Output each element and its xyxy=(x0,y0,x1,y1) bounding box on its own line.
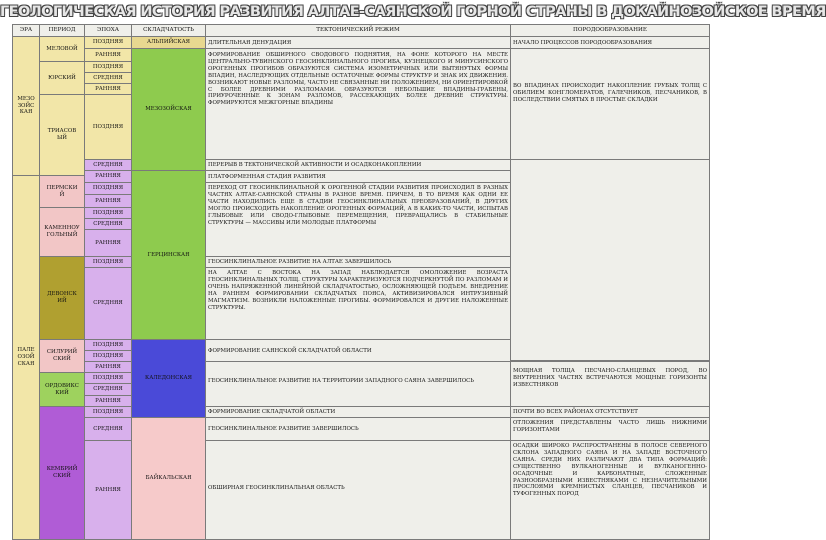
epoch-ordovician-early: РАННЯЯ xyxy=(84,395,132,407)
epoch-jurassic-late: ПОЗДНЯЯ xyxy=(84,61,132,73)
regime-fold-area-formation: ФОРМИРОВАНИЕ СКЛАДЧАТОЙ ОБЛАСТИ xyxy=(205,406,511,418)
folding-hercynian: ГЕРЦИНСКАЯ xyxy=(131,170,206,340)
epoch-triassic-late: ПОЗДНЯЯ xyxy=(84,94,132,160)
regime-sayan-formation: ФОРМИРОВАНИЕ САЯНСКОЙ СКЛАДЧАТОЙ ОБЛАСТИ xyxy=(205,339,511,362)
period-permian: ПЕРМСКИЙ xyxy=(39,175,85,208)
regime-denudation: ДЛИТЕЛЬНАЯ ДЕНУДАЦИЯ xyxy=(205,36,511,49)
period-silurian: СИЛУРИЙСКИЙ xyxy=(39,339,85,373)
epoch-carboniferous-late: ПОЗДНЯЯ xyxy=(84,207,132,219)
epoch-devonian-middle: СРЕДНЯЯ xyxy=(84,267,132,340)
period-jurassic: ЮРСКИЙ xyxy=(39,61,85,95)
epoch-cretaceous-late: ПОЗДНЯЯ xyxy=(84,36,132,49)
epoch-permian-early: РАННЯЯ xyxy=(84,194,132,208)
period-ordovician: ОРДОВИКСКИЙ xyxy=(39,372,85,407)
regime-geosyncline-area: ОБШИРНАЯ ГЕОСИНКЛИНАЛЬНАЯ ОБЛАСТЬ xyxy=(205,440,511,540)
rocks-start: НАЧАЛО ПРОЦЕССОВ ПОРОДООБРАЗОВАНИЯ xyxy=(510,36,710,49)
rocks-empty-block xyxy=(510,159,710,361)
folding-alpine: АЛЬПИЙСКАЯ xyxy=(131,36,206,49)
folding-caledonian: КАЛЕДОНСКАЯ xyxy=(131,339,206,418)
epoch-triassic-middle: СРЕДНЯЯ xyxy=(84,159,132,171)
period-cretaceous: МЕЛОВОЙ xyxy=(39,36,85,62)
regime-orogenic-transition: ПЕРЕХОД ОТ ГЕОСИНКЛИНАЛЬНОЙ К ОРОГЕННОЙ СТАДИИ РАЗВИТИЯ ПРОИСХОДИЛ В РАЗНЫХ ЧАСТЯХ АЛТАЕ-САЯНСКОЙ СТРАНЫ В РАЗНОЕ ВРЕМЯ. ПРИЧЕМ, В ТО ВРЕМЯ КАК ОДНИ ЕЕ ЧАСТИ НАХОДИЛИСЬ ЕЩЕ В СТАДИИ ГЕОСИНКЛИНАЛЬНЫХ ПРЕОБРАЗОВАНИЙ, В ДРУГИХ МОГЛО ПРОИСХОДИТЬ НАКОПЛЕНИЕ ОРОГЕННЫХ ФОРМАЦИЙ, А В КАКИХ-ТО ЧАСТИ, ИСПЫТАВ ГЛЫБОВЫЕ ИЛИ СВОДО-ГЛЫБОВЫЕ ПЕРЕМЕЩЕНИЯ, ПРЕВРАЩАЛИСЬ В СТАБИЛЬНЫЕ СТРУКТУРЫ — МАССИВЫ ИЛИ МОЛОДЫЕ ПЛАТФОРМЫ xyxy=(205,182,511,257)
header-epoch: ЭПОХА xyxy=(84,24,132,37)
epoch-triassic-early: РАННЯЯ xyxy=(84,170,132,183)
header-era: ЭРА xyxy=(12,24,40,37)
epoch-permian-late: ПОЗДНЯЯ xyxy=(84,182,132,195)
rocks-sandy-shale: МОЩНАЯ ТОЛЩА ПЕСЧАНО-СЛАНЦЕВЫХ ПОРОД, ВО ВНУТРЕННИХ ЧАСТЯХ ВСТРЕЧАЮТСЯ МОЩНЫЕ ГОРИЗОНТЫ ИЗВЕСТНЯКОВ xyxy=(510,361,710,407)
epoch-ordovician-late: ПОЗДНЯЯ xyxy=(84,372,132,384)
epoch-cambrian-middle: СРЕДНЯЯ xyxy=(84,417,132,441)
period-devonian: ДЕВОНСКИЙ xyxy=(39,256,85,340)
epoch-cambrian-early: РАННЯЯ xyxy=(84,440,132,540)
rocks-coarse-strata: ВО ВПАДИНАХ ПРОИСХОДИТ НАКОПЛЕНИЕ ГРУБЫХ ТОЛЩ С ОБИЛИЕМ КОНГЛОМЕРАТОВ, ГАЛЕЧНИКОВ, ПЕСЧАНИКОВ, В ПОСЛЕДСТВИИ СМЯТЫХ В ПРОСТЫЕ СКЛАДКИ xyxy=(510,48,710,160)
epoch-jurassic-middle: СРЕДНЯЯ xyxy=(84,72,132,84)
epoch-silurian-middle: ПОЗДНЯЯ xyxy=(84,350,132,362)
regime-geosyncline-completed: ГЕОСИНКЛИНАЛЬНОЕ РАЗВИТИЕ ЗАВЕРШИЛОСЬ xyxy=(205,417,511,441)
period-cambrian: КЕМБРИЙСКИЙ xyxy=(39,406,85,540)
header-regime: ТЕКТОНИЧЕСКИЙ РЕЖИМ xyxy=(205,24,511,37)
rocks-absent: ПОЧТИ ВО ВСЕХ РАЙОНАХ ОТСУТСТВУЕТ xyxy=(510,406,710,418)
header-period: ПЕРИОД xyxy=(39,24,85,37)
epoch-silurian-early: РАННЯЯ xyxy=(84,361,132,373)
rocks-lower-horizons: ОТЛОЖЕНИЯ ПРЕДСТАВЛЕНЫ ЧАСТО ЛИШЬ НИЖНИМИ ГОРИЗОНТАМИ xyxy=(510,417,710,441)
header-folding: СКЛАДЧАТОСТЬ xyxy=(131,24,206,37)
epoch-cambrian-late: ПОЗДНЯЯ xyxy=(84,406,132,418)
rocks-sediments: ОСАДКИ ШИРОКО РАСПРОСТРАНЕНЫ В ПОЛОСЕ СЕВЕРНОГО СКЛОНА ЗАПАДНОГО САЯНА И НА ЗАПАДЕ ВОСТОЧНОГО САЯНА. СРЕДИ НИХ РАЗЛИЧАЮТ ДВА ТИПА ФОРМАЦИЙ: СУЩЕСТВЕННО ВУЛКАНОГЕННЫЕ И ВУЛКАНОГЕННО-ОСАДОЧНЫЕ И КАРБОНАТНЫЕ, СЛОЖЕННЫЕ РАЗНООБРАЗНЫМИ ИЗВЕСТНЯКАМИ С НЕЗНАЧИТЕЛЬНЫМИ ПРОСЛОЯМИ КРЕМНИСТЫХ СЛАНЦЕВ, ПЕСЧАНИКОВ И ТУФОГЕННЫХ ПОРОД xyxy=(510,440,710,540)
regime-altai-rejuvenation: НА АЛТАЕ С ВОСТОКА НА ЗАПАД НАБЛЮДАЕТСЯ ОМОЛОЖЕНИЕ ВОЗРАСТА ГЕОСИНКЛИНАЛЬНЫХ ТОЛЩ. СТРУКТУРЫ ХАРАКТЕРИЗУЮТСЯ ПОДЧЕРКНУТОЙ ПО РАЗЛОМАМ И ОЧЕНЬ НАПРЯЖЕННОЙ ЛИНЕЙНОЙ СКЛАДЧАТОСТЬЮ, ОСЛОЖНЯЮЩЕЙ ПОДЪЕМ. ВНЕДРЕНИЕ НА РАННЕМ ФОРМИРОВАНИИ СКЛАДЧАТЫХ ПОЯСА, АКТИВИЗИРОВАЛСЯ ИНТРУЗИВНЫЙ МАГМАТИЗМ. ВОЗНИКЛИ НАЛОЖЕННЫЕ ПРОГИБЫ. ФОРМИРОВАЛСЯ И ДРУГИЕ НАЛОЖЕННЫЕ СТРУКТУРЫ. xyxy=(205,267,511,340)
folding-baikalian: БАЙКАЛЬСКАЯ xyxy=(131,417,206,540)
regime-tectonic-pause: ПЕРЕРЫВ В ТЕКТОНИЧЕСКОЙ АКТИВНОСТИ И ОСАДКОНАКОПЛЕНИИ xyxy=(205,159,511,171)
epoch-carboniferous-early: РАННЯЯ xyxy=(84,229,132,257)
folding-mesozoic: МЕЗОЗОЙСКАЯ xyxy=(131,48,206,171)
period-carboniferous: КАМЕННОУГОЛЬНЫЙ xyxy=(39,207,85,257)
regime-west-sayan-completed: ГЕОСИНКЛИНАЛЬНОЕ РАЗВИТИЕ НА ТЕРРИТОРИИ ЗАПАДНОГО САЯНА ЗАВЕРШИЛОСЬ xyxy=(205,361,511,407)
regime-platform-stage: ПЛАТФОРМЕННАЯ СТАДИЯ РАЗВИТИЯ xyxy=(205,170,511,183)
page-title: ГЕОЛОГИЧЕСКАЯ ИСТОРИЯ РАЗВИТИЯ АЛТАЕ-САЯНСКОЙ ГОРНОЙ СТРАНЫ В ДОКАЙНОЗОЙСКОЕ ВРЕМЯ xyxy=(0,4,826,20)
epoch-carboniferous-middle: СРЕДНЯЯ xyxy=(84,218,132,230)
epoch-silurian-late: ПОЗДНЯЯ xyxy=(84,339,132,351)
epoch-devonian-late: ПОЗДНЯЯ xyxy=(84,256,132,268)
header-rocks: ПОРОДООБРАЗОВАНИЕ xyxy=(510,24,710,37)
period-triassic: ТРИАСОВЫЙ xyxy=(39,94,85,176)
era-mesozoic: МЕЗОЗОЙСКАЯ xyxy=(12,36,40,176)
epoch-jurassic-early: РАННЯЯ xyxy=(84,83,132,95)
epoch-cretaceous-early: РАННЯЯ xyxy=(84,48,132,62)
epoch-ordovician-middle: СРЕДНЯЯ xyxy=(84,383,132,396)
regime-altai-completed: ГЕОСИНКЛИНАЛЬНОЕ РАЗВИТИЕ НА АЛТАЕ ЗАВЕРШИЛОСЬ xyxy=(205,256,511,268)
regime-dome-uplift: ФОРМИРОВАНИЕ ОБШИРНОГО СВОДОВОГО ПОДНЯТИЯ, НА ФОНЕ КОТОРОГО НА МЕСТЕ ЦЕНТРАЛЬНО-ТУВИНСКОГО ГЕОСИНКЛИНАЛЬНОГО ПРОГИБА, КУЗНЕЦКОГО И МИНУСИНСКОГО ОРОГЕННЫХ ПРОГИБОВ ОБРАЗУЮТСЯ СИСТЕМА ИЗОМЕТРИЧНЫХ ИЛИ ВЫТЯНУТЫХ ФОРМЫ ВПАДИН, НАСЛЕДУЮЩИХ ОТДЕЛЬНЫЕ ОСТАТОЧНЫЕ ФОРМЫ СТРУКТУР И ЗНАК ИХ ДВИЖЕНИЯ. ВОЗНИКАЮТ НОВЫЕ РАЗЛОМЫ, ЧАСТО НЕ СВЯЗАННЫЕ НИ ПОЛОЖЕНИЕМ, НИ ОРИЕНТИРОВКОЙ С БОЛЕЕ ДРЕВНИМИ РАЗЛОМАМИ. ОБРАЗУЮТСЯ НЕБОЛЬШИЕ ВПАДИНЫ-ГРАБЕНЫ, ПРИУРОЧЕННЫЕ К ЗОНАМ РАЗЛОМОВ, РАССЕКАЮЩИХ БОЛЕЕ ДРЕВНИЕ СТРУКТУРЫ. ФОРМИРУЮТСЯ МЕЖГОРНЫЕ ВПАДИНЫ xyxy=(205,48,511,160)
era-paleozoic: ПАЛЕОЗОЙСКАЯ xyxy=(12,175,40,540)
